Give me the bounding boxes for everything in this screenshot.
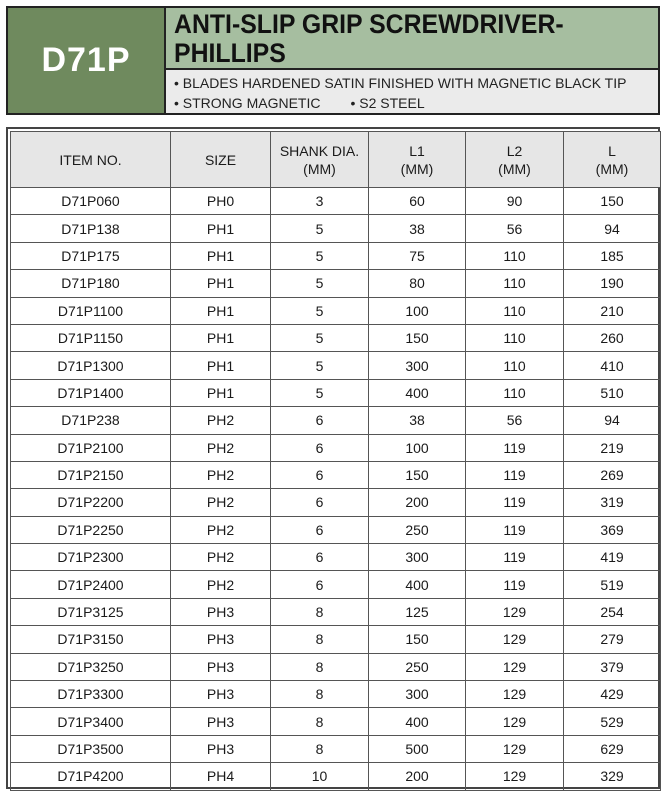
cell-l2: 119 [466,516,564,543]
cell-l2: 56 [466,407,564,434]
cell-shank-dia: 6 [271,434,369,461]
header-l [564,132,661,188]
cell-l2: 129 [466,708,564,735]
cell-l1: 38 [369,407,466,434]
table-row [11,571,661,598]
table-row [11,489,661,516]
cell-item-no: D71P1100 [11,297,171,324]
cell-item-no: D71P2150 [11,461,171,488]
cell-size: PH4 [171,763,271,790]
cell-size: PH1 [171,352,271,379]
cell-l: 219 [564,434,661,461]
cell-l: 369 [564,516,661,543]
cell-item-no: D71P3150 [11,626,171,653]
cell-shank-dia: 8 [271,681,369,708]
cell-l2: 56 [466,215,564,242]
table-row [11,626,661,653]
cell-l2: 119 [466,571,564,598]
table-row [11,407,661,434]
table-row [11,434,661,461]
table-body [11,188,661,791]
cell-item-no: D71P2200 [11,489,171,516]
cell-l1: 400 [369,379,466,406]
cell-shank-dia: 8 [271,735,369,762]
spec-table-frame [6,127,660,789]
cell-item-no: D71P3300 [11,681,171,708]
cell-l: 379 [564,653,661,680]
column-header-text: (MM) [595,160,629,177]
cell-size: PH2 [171,544,271,571]
header-l2 [466,132,564,188]
cell-l: 150 [564,188,661,215]
cell-size: PH3 [171,598,271,625]
header-item-no [11,132,171,188]
cell-size: PH3 [171,708,271,735]
cell-shank-dia: 6 [271,571,369,598]
table-row [11,324,661,351]
product-title-line1: ANTI-SLIP GRIP SCREWDRIVER- [174,9,564,39]
feature-item: • BLADES HARDENED SATIN FINISHED WITH MAGNETIC BLACK TIP [174,75,627,91]
column-header-text: L [608,142,616,159]
table-row [11,242,661,269]
cell-l1: 250 [369,516,466,543]
cell-l1: 300 [369,681,466,708]
cell-shank-dia: 6 [271,516,369,543]
cell-l: 210 [564,297,661,324]
cell-size: PH1 [171,297,271,324]
feature-item: • STRONG MAGNETIC [174,95,321,111]
cell-item-no: D71P3250 [11,653,171,680]
cell-l: 319 [564,489,661,516]
cell-l1: 150 [369,324,466,351]
cell-size: PH1 [171,242,271,269]
cell-l2: 129 [466,681,564,708]
cell-item-no: D71P180 [11,270,171,297]
cell-shank-dia: 5 [271,297,369,324]
table-row [11,735,661,762]
column-header-text: SIZE [204,151,237,168]
cell-item-no: D71P2100 [11,434,171,461]
cell-shank-dia: 5 [271,379,369,406]
cell-item-no: D71P175 [11,242,171,269]
feature-list [166,68,658,113]
spec-table [10,131,661,791]
cell-item-no: D71P1300 [11,352,171,379]
cell-l1: 150 [369,461,466,488]
product-title [166,8,658,68]
column-header-text: ITEM NO. [59,151,122,168]
cell-l2: 119 [466,461,564,488]
cell-shank-dia: 6 [271,407,369,434]
cell-l2: 90 [466,188,564,215]
cell-size: PH3 [171,653,271,680]
cell-size: PH2 [171,407,271,434]
cell-l2: 110 [466,352,564,379]
cell-l1: 400 [369,708,466,735]
cell-shank-dia: 6 [271,489,369,516]
cell-l: 185 [564,242,661,269]
cell-size: PH1 [171,270,271,297]
cell-size: PH3 [171,735,271,762]
cell-l1: 400 [369,571,466,598]
column-header-text: SHANK DIA. [279,142,360,159]
cell-l2: 110 [466,270,564,297]
cell-l1: 125 [369,598,466,625]
cell-l: 429 [564,681,661,708]
cell-l: 410 [564,352,661,379]
cell-size: PH1 [171,324,271,351]
cell-l2: 129 [466,735,564,762]
cell-item-no: D71P4200 [11,763,171,790]
cell-l1: 60 [369,188,466,215]
product-code: D71P [41,41,131,79]
cell-l: 510 [564,379,661,406]
header-shank-dia [271,132,369,188]
header-right [166,8,658,113]
cell-shank-dia: 10 [271,763,369,790]
cell-item-no: D71P1400 [11,379,171,406]
cell-l1: 75 [369,242,466,269]
table-row [11,215,661,242]
column-header-text: L2 [506,142,523,159]
table-row [11,188,661,215]
table-row [11,763,661,790]
cell-l2: 110 [466,242,564,269]
cell-shank-dia: 8 [271,626,369,653]
table-row [11,681,661,708]
cell-l: 260 [564,324,661,351]
table-row [11,653,661,680]
cell-l: 629 [564,735,661,762]
cell-l: 94 [564,215,661,242]
cell-l2: 110 [466,324,564,351]
cell-shank-dia: 5 [271,352,369,379]
table-header-row [11,132,661,188]
cell-l1: 100 [369,297,466,324]
cell-size: PH0 [171,188,271,215]
product-code-box [8,8,166,113]
cell-l1: 100 [369,434,466,461]
cell-l1: 500 [369,735,466,762]
table-row [11,516,661,543]
cell-l: 279 [564,626,661,653]
cell-l1: 80 [369,270,466,297]
cell-l2: 119 [466,434,564,461]
cell-item-no: D71P060 [11,188,171,215]
cell-l1: 200 [369,489,466,516]
cell-l: 419 [564,544,661,571]
cell-item-no: D71P3400 [11,708,171,735]
cell-size: PH2 [171,461,271,488]
product-header [6,6,660,115]
column-header-text: L1 [409,142,425,159]
cell-size: PH1 [171,215,271,242]
cell-size: PH3 [171,681,271,708]
header-size [171,132,271,188]
cell-l2: 129 [466,763,564,790]
cell-l1: 250 [369,653,466,680]
cell-shank-dia: 5 [271,324,369,351]
cell-l1: 200 [369,763,466,790]
cell-shank-dia: 3 [271,188,369,215]
header-l1 [369,132,466,188]
feature-item: • S2 STEEL [350,95,425,111]
column-header-text: (MM) [498,160,531,177]
cell-l2: 110 [466,379,564,406]
cell-l2: 129 [466,626,564,653]
cell-shank-dia: 5 [271,242,369,269]
cell-l2: 129 [466,653,564,680]
cell-l: 529 [564,708,661,735]
table-row [11,544,661,571]
cell-size: PH2 [171,434,271,461]
cell-size: PH2 [171,489,271,516]
cell-item-no: D71P2400 [11,571,171,598]
cell-l: 94 [564,407,661,434]
cell-item-no: D71P2250 [11,516,171,543]
table-row [11,297,661,324]
cell-shank-dia: 6 [271,461,369,488]
table-row [11,598,661,625]
cell-shank-dia: 5 [271,270,369,297]
cell-item-no: D71P238 [11,407,171,434]
cell-shank-dia: 8 [271,653,369,680]
table-row [11,270,661,297]
cell-item-no: D71P3125 [11,598,171,625]
table-row [11,708,661,735]
cell-l: 269 [564,461,661,488]
cell-l: 190 [564,270,661,297]
cell-l2: 119 [466,489,564,516]
cell-l1: 300 [369,352,466,379]
table-row [11,461,661,488]
cell-shank-dia: 5 [271,215,369,242]
column-header-text: (MM) [303,160,336,177]
cell-size: PH2 [171,516,271,543]
cell-item-no: D71P2300 [11,544,171,571]
cell-item-no: D71P1150 [11,324,171,351]
cell-item-no: D71P138 [11,215,171,242]
cell-l: 519 [564,571,661,598]
cell-l2: 119 [466,544,564,571]
product-title-line2: PHILLIPS [174,38,286,68]
cell-shank-dia: 8 [271,598,369,625]
column-header-text: (MM) [400,160,434,177]
table-row [11,352,661,379]
cell-l1: 300 [369,544,466,571]
cell-l: 254 [564,598,661,625]
cell-shank-dia: 8 [271,708,369,735]
cell-size: PH1 [171,379,271,406]
cell-size: PH3 [171,626,271,653]
cell-l2: 110 [466,297,564,324]
cell-shank-dia: 6 [271,544,369,571]
cell-l1: 150 [369,626,466,653]
cell-size: PH2 [171,571,271,598]
cell-l1: 38 [369,215,466,242]
cell-l: 329 [564,763,661,790]
cell-l2: 129 [466,598,564,625]
table-row [11,379,661,406]
cell-item-no: D71P3500 [11,735,171,762]
